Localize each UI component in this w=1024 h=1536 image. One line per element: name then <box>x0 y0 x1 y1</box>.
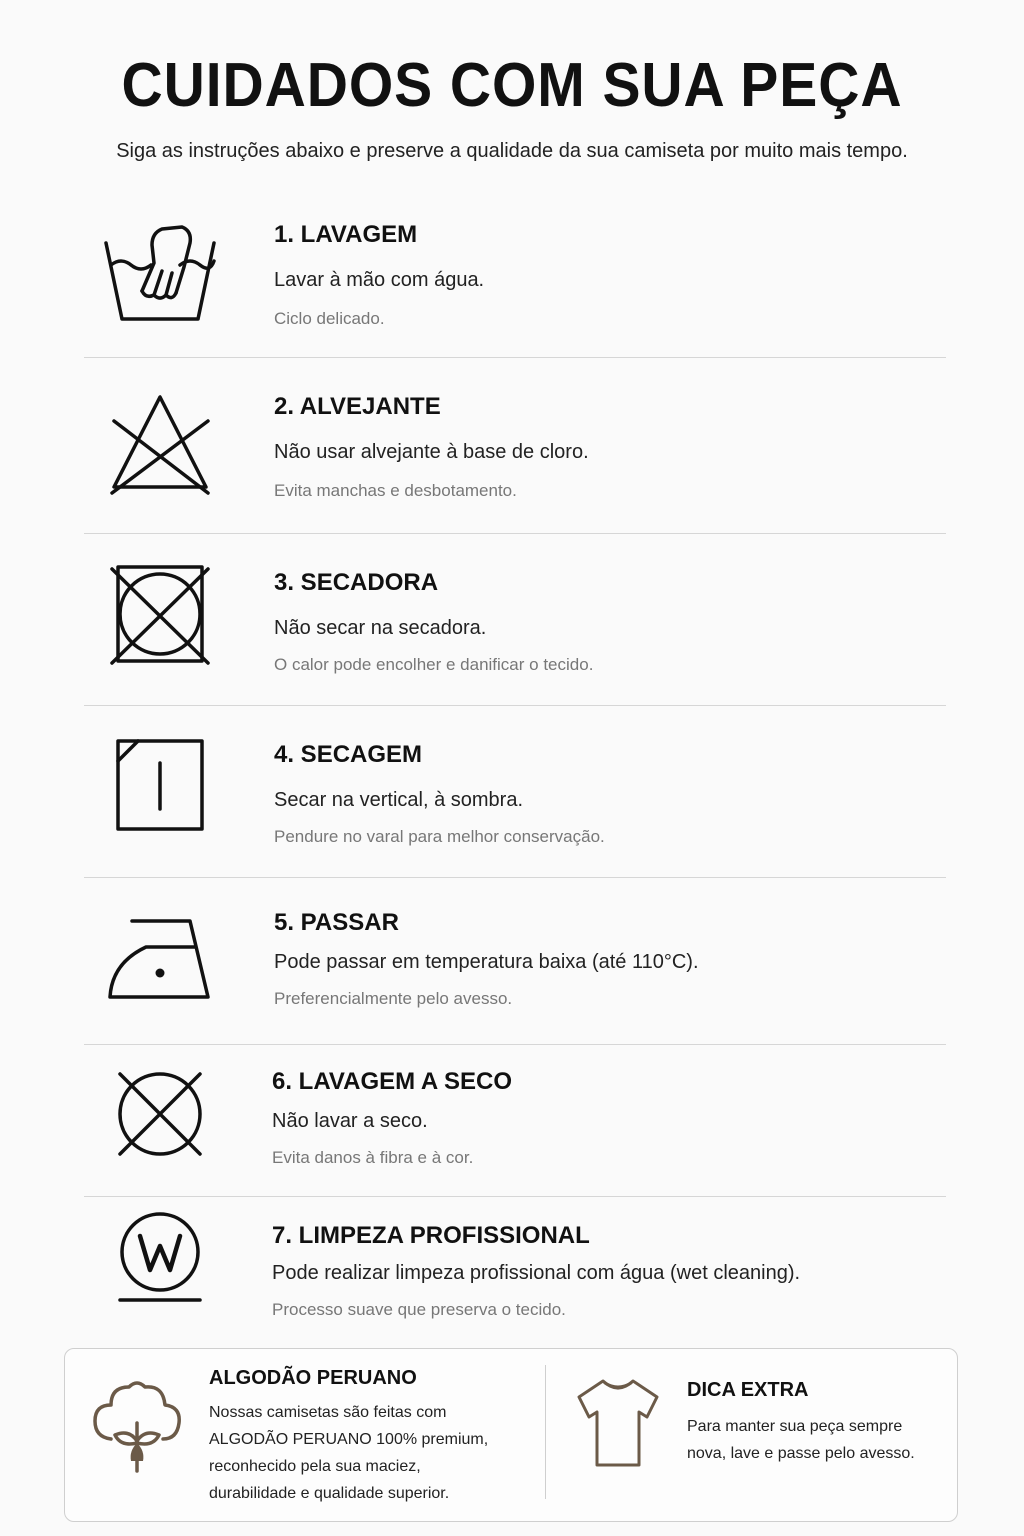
care-item-drying <box>84 725 946 875</box>
hand-wash-icon <box>102 223 218 328</box>
care-item-instruction: Não usar alvejante à base de cloro. <box>274 441 589 463</box>
tshirt-icon <box>573 1377 663 1474</box>
care-item-ironing <box>84 897 946 1042</box>
iron-low-icon <box>102 913 218 1008</box>
care-item-title: 1. LAVAGEM <box>274 221 418 248</box>
care-item-instruction: Pode passar em temperatura baixa (até 110°C). <box>274 951 699 973</box>
care-item-instruction: Não secar na secadora. <box>274 617 487 639</box>
divider <box>84 877 946 878</box>
cotton-description <box>209 1399 488 1507</box>
care-item-note: Pendure no varal para melhor conservação. <box>274 827 605 846</box>
care-item-note: O calor pode encolher e danificar o tecido. <box>274 655 594 674</box>
care-item-bleach <box>84 377 946 527</box>
care-item-title: 4. SECAGEM <box>274 741 423 768</box>
care-item-note: Ciclo delicado. <box>274 309 385 328</box>
care-item-title: 5. PASSAR <box>274 909 399 936</box>
care-item-instruction: Lavar à mão com água. <box>274 269 485 291</box>
divider <box>84 705 946 706</box>
cotton-line: durabilidade e qualidade superior. <box>209 1485 450 1502</box>
tip-description <box>687 1413 915 1467</box>
info-box <box>64 1348 958 1522</box>
care-item-title: 7. LIMPEZA PROFISSIONAL <box>272 1222 590 1249</box>
care-item-instruction: Secar na vertical, à sombra. <box>274 789 523 811</box>
care-item-note: Processo suave que preserva o tecido. <box>272 1300 566 1319</box>
care-item-instruction: Pode realizar limpeza profissional com água (wet cleaning). <box>272 1262 801 1284</box>
divider <box>84 1044 946 1045</box>
divider <box>84 1196 946 1197</box>
cotton-line: reconhecido pela sua maciez, <box>209 1458 421 1475</box>
cotton-line: Nossas camisetas são feitas com <box>209 1404 447 1421</box>
divider <box>84 533 946 534</box>
cotton-line: ALGODÃO PERUANO 100% premium, <box>209 1431 489 1448</box>
care-item-tumble-dry <box>84 553 946 703</box>
tip-title: DICA EXTRA <box>687 1379 809 1401</box>
no-dry-clean-icon <box>102 1068 218 1165</box>
care-item-washing <box>84 205 946 355</box>
cotton-flower-icon <box>89 1377 185 1478</box>
line-dry-shade-icon <box>102 737 218 838</box>
care-item-note: Evita manchas e desbotamento. <box>274 481 517 500</box>
care-item-title: 6. LAVAGEM A SECO <box>272 1068 513 1095</box>
tip-line: Para manter sua peça sempre <box>687 1418 903 1435</box>
care-item-professional-cleaning <box>84 1212 946 1342</box>
care-item-title: 2. ALVEJANTE <box>274 393 441 420</box>
care-item-title: 3. SECADORA <box>274 569 439 596</box>
divider <box>84 357 946 358</box>
wet-clean-icon <box>102 1212 218 1313</box>
care-item-note: Evita danos à fibra e à cor. <box>272 1148 474 1167</box>
no-tumble-dry-icon <box>102 563 218 672</box>
care-item-note: Preferencialmente pelo avesso. <box>274 989 513 1008</box>
care-item-instruction: Não lavar a seco. <box>272 1110 428 1132</box>
page-title: CUIDADOS COM SUA PEÇA <box>121 51 903 120</box>
tip-line: nova, lave e passe pelo avesso. <box>687 1445 915 1462</box>
no-bleach-icon <box>102 391 218 500</box>
info-separator <box>545 1365 546 1499</box>
page-subtitle: Siga as instruções abaixo e preserve a qualidade da sua camiseta por muito mais tempo. <box>116 140 908 162</box>
cotton-title: ALGODÃO PERUANO <box>209 1367 417 1389</box>
care-item-dry-clean <box>84 1060 946 1194</box>
